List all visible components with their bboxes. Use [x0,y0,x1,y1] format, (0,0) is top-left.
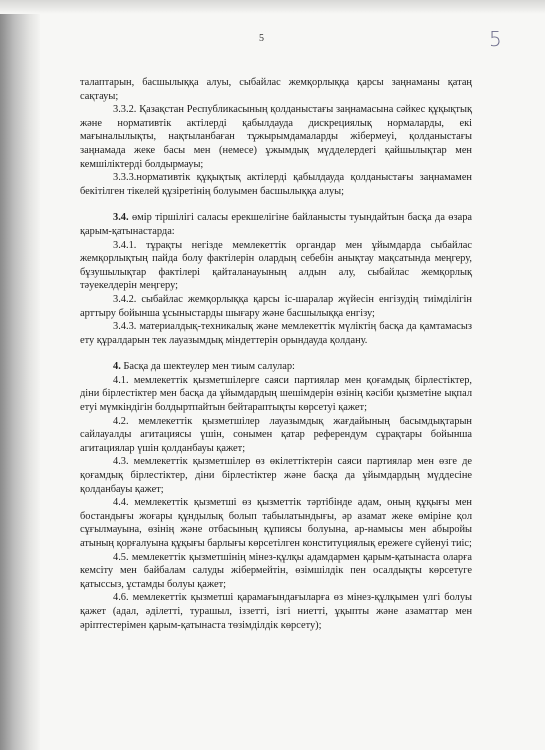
paragraph-spacer [80,198,472,211]
paragraph-p1 [80,76,472,103]
paragraph-p9 [80,374,472,415]
section-number: 4. [113,361,121,373]
paragraph-spacer [80,347,472,360]
paragraph-text: 4.2. мемлекеттік қызметшілер лауазымдық жағдайының басымдықтарын сайлауалды агитациясы үшін, сонымен қатар референдум сұрақтары бойынша агитациялар үшін қолданбауы қажет; [80,415,472,454]
paragraph-text: 4.3. мемлекеттік қызметшілер өз өкілеттіктерін саяси партиялар мен өзге де қоғамдық бірлестіктер, діни бірлестіктер және басқа да ұйымдардың мүддесіне қолданбауы қажет; [80,456,472,495]
paragraph-p13 [80,551,472,592]
paragraph-text: 4.6. мемлекеттік қызметші қарамағындағыларға өз мінез-құлқымен үлгі болуы қажет (адал, әділетті, турашыл, іззетті, ізгі ниетті, ұқыпты және азаматтар мен әріптестерімен қарым-қатынаста төзімділдік көрсету); [80,592,472,631]
section-number: 3.4. [113,212,129,224]
paragraph-text: 4.1. мемлекеттік қызметшілерге саяси партиялар мен қоғамдық бірлестіктер, діни бірлестіктер мен басқа да ұйымдардың шешімдерін өзінің кәсіби қызметіне ықпал етуі мүмкіндігін болдыртпайтын бейтараптықты көрсетуі қажет; [80,374,472,414]
paragraph-p10 [80,415,472,456]
paragraph-p8 [80,360,472,374]
paragraph-p6 [80,293,472,320]
page-number: 5 [259,33,264,44]
paragraph-p5 [80,239,472,293]
paragraph-text: Басқа да шектеулер мен тиым салулар: [120,361,295,373]
paragraph-text: 4.5. мемлекеттік қызметшінің мінез-құлқы адамдармен қарым-қатынаста оларға кемсіту мен байбалам салуды жібермейтін, өзімшілдік пен осалдықты көрсетуге қатыссыз, ұстамды болуы қажет; [80,551,472,590]
paragraph-text: 3.3.2. Қазақстан Республикасының қолданыстағы заңнамасына сәйкес құқықтық және нормативтік актілерді қабылдауда дискрециялық нормаларды, екі мағыналылықты, нақтыланбаған тұжырымдамаларды жібермеуі, қолданыстағы заңнамада жеке басы мен (немесе) ұжымдық мүдделердегі қайшылықтар мен кемшіліктерді болдырмауы; [80,104,472,170]
paragraph-text: 3.3.3.нормативтік құқықтық актілерді қабылдауда қолданыстағы заңнамамен бекітілген тікелей құзіретінің болуымен басшылыққа алуы; [80,172,472,197]
paragraph-p12 [80,496,472,550]
binding-shadow [0,0,40,750]
document-body [80,76,472,632]
paragraph-text: 3.4.2. сыбайлас жемқорлыққа қарсы іс-шаралар жүйесін енгізудің тиімділігін арттыру бойынша ұсыныстарды шығару және басшылыққа енгізу; [80,293,472,319]
paragraph-p2 [80,103,472,171]
paragraph-p4 [80,211,472,238]
paragraph-text: 3.4.3. материалдық-техникалық және мемлекеттік мүліктің басқа да қамтамасыз ету құралдарын тек лауазымдық міндеттерін орындауда қолдану. [80,321,472,346]
paragraph-p14 [80,591,472,632]
handwritten-page-number: 5 [489,27,502,51]
paragraph-p7 [80,320,472,347]
paragraph-p3 [80,171,472,198]
paragraph-p11 [80,455,472,496]
top-edge-shadow [0,0,545,14]
paragraph-text: өмір тіршілігі саласы ерекшелігіне байланысты туындайтын басқа да өзара қарым-қатынастарда: [80,212,472,237]
paragraph-text: 3.4.1. тұрақты негізде мемлекеттік органдар мен ұйымдарда сыбайлас жемқорлықтың пайда болу фактілерін олардың себебін анықтау мақсатында меңгеру, бұзушылықтар фактілері қайталанауының алдын алу, сыбайлас жемқорлық тәуекелдерін меңгеру; [80,239,472,292]
paragraph-text: талаптарын, басшылыққа алуы, сыбайлас жемқорлыққа қарсы заңнаманы қатаң сақтауы; [80,77,472,102]
paragraph-text: 4.4. мемлекеттік қызметші өз қызметтік тәртібінде адам, оның құқығы мен бостандығы жоғары құндылық болып табылатындығы, әр азамат жеке өміріне қол сұғылмауына, өзінің және отбасының құпиясы болуына, ар-намысы мен абыройы атының қорғалуына құқығы барлығы көрсетілген конституциялық ережеге сүйенуі тиіс; [80,497,472,549]
